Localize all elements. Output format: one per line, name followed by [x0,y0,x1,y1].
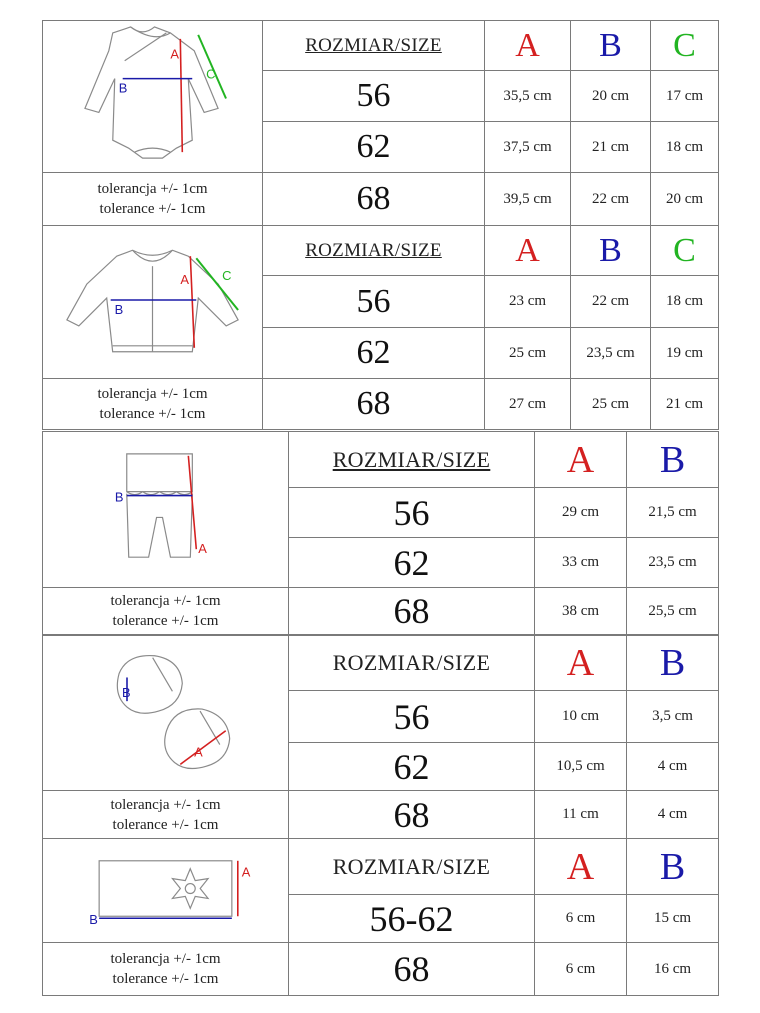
garment-illustration-cell [43,21,263,173]
measurement-b: 4 cm [627,791,719,839]
measurement-a: 29 cm [535,488,627,538]
tolerance-pl: tolerancja +/- 1cm [97,181,208,197]
size-value: 56 [263,71,485,122]
tolerance-pl: tolerancja +/- 1cm [97,386,208,402]
measurement-b: 22 cm [571,276,651,328]
tolerance-pl: tolerancja +/- 1cm [110,951,221,967]
measurement-c: 18 cm [651,276,719,328]
measurement-b: 22 cm [571,173,651,226]
measurement-a: 6 cm [535,895,627,943]
measurement-a: 10,5 cm [535,743,627,791]
size-value: 62 [289,743,535,791]
size-header: ROZMIAR/SIZE [289,432,535,488]
column-header-a: A [485,226,571,276]
size-header: ROZMIAR/SIZE [263,226,485,276]
size-value: 62 [263,328,485,379]
column-header-b: B [627,636,719,691]
measurement-b: 23,5 cm [627,538,719,588]
column-header-c: C [651,21,719,71]
garment-illustration-cell [43,636,289,791]
measurement-c: 19 cm [651,328,719,379]
size-table-pants [42,431,718,634]
tolerance-en: tolerance +/- 1cm [112,613,219,629]
tolerance-note [43,379,263,430]
size-value: 56 [289,691,535,743]
tolerance-pl: tolerancja +/- 1cm [110,593,221,609]
measurement-a: 10 cm [535,691,627,743]
jacket-icon [43,226,262,378]
size-header: ROZMIAR/SIZE [263,21,485,71]
measurement-a: 25 cm [485,328,571,379]
size-value: 62 [263,122,485,173]
size-value: 68 [289,943,535,996]
bodysuit-icon [43,21,262,172]
size-value: 56 [263,276,485,328]
measurement-a: 11 cm [535,791,627,839]
measurement-c: 20 cm [651,173,719,226]
svg-text:B: B [89,912,98,928]
column-header-b: B [571,21,651,71]
svg-text:B: B [114,489,124,505]
measurement-a: 33 cm [535,538,627,588]
pants-icon [43,432,288,587]
size-table-jacket [42,225,718,429]
svg-text:C: C [206,66,216,82]
measurement-a: 23 cm [485,276,571,328]
column-header-c: C [651,226,719,276]
column-header-a: A [535,839,627,895]
measurement-a: 38 cm [535,588,627,635]
svg-text:B: B [122,685,131,701]
measurement-b: 4 cm [627,743,719,791]
tolerance-en: tolerance +/- 1cm [99,406,206,422]
column-header-a: A [485,21,571,71]
measurement-b: 25 cm [571,379,651,430]
column-header-a: A [535,636,627,691]
size-value: 62 [289,538,535,588]
tolerance-note [43,791,289,839]
svg-text:B: B [118,80,128,96]
garment-illustration-cell [43,226,263,379]
garment-illustration-cell [43,839,289,943]
tolerance-note [43,588,289,635]
measurement-b: 21 cm [571,122,651,173]
column-header-b: B [627,839,719,895]
tolerance-en: tolerance +/- 1cm [112,816,219,833]
garment-illustration-cell [43,432,289,588]
measurement-b: 21,5 cm [627,488,719,538]
tolerance-en: tolerance +/- 1cm [112,971,219,987]
measurement-a: 6 cm [535,943,627,996]
svg-text:A: A [241,864,251,880]
size-value: 56 [289,488,535,538]
size-value: 68 [263,173,485,226]
measurement-c: 21 cm [651,379,719,430]
svg-text:C: C [222,268,232,284]
column-header-b: B [571,226,651,276]
measurement-b: 23,5 cm [571,328,651,379]
svg-text:A: A [180,272,190,288]
measurement-c: 18 cm [651,122,719,173]
measurement-a: 37,5 cm [485,122,571,173]
measurement-a: 35,5 cm [485,71,571,122]
booties-icon [43,636,288,790]
measurement-b: 25,5 cm [627,588,719,635]
size-table-mittens [42,838,718,995]
size-value: 68 [289,791,535,839]
size-header: ROZMIAR/SIZE [289,839,535,895]
tolerance-en: tolerance +/- 1cm [99,201,206,217]
measurement-a: 27 cm [485,379,571,430]
tolerance-note [43,943,289,996]
size-table-booties [42,635,718,838]
svg-text:A: A [194,744,203,760]
measurement-a: 39,5 cm [485,173,571,226]
size-table-bodysuit [42,20,718,225]
column-header-a: A [535,432,627,488]
tolerance-note [43,173,263,226]
column-header-b: B [627,432,719,488]
tolerance-pl: tolerancja +/- 1cm [110,796,221,813]
measurement-b: 16 cm [627,943,719,996]
size-value: 56-62 [289,895,535,943]
svg-text:A: A [198,541,207,557]
measurement-b: 3,5 cm [627,691,719,743]
measurement-b: 15 cm [627,895,719,943]
svg-text:B: B [114,301,124,317]
size-value: 68 [263,379,485,430]
measurement-b: 20 cm [571,71,651,122]
scratch-mittens-icon [43,839,288,942]
measurement-c: 17 cm [651,71,719,122]
svg-text:A: A [170,46,179,62]
size-header: ROZMIAR/SIZE [289,636,535,691]
size-value: 68 [289,588,535,635]
